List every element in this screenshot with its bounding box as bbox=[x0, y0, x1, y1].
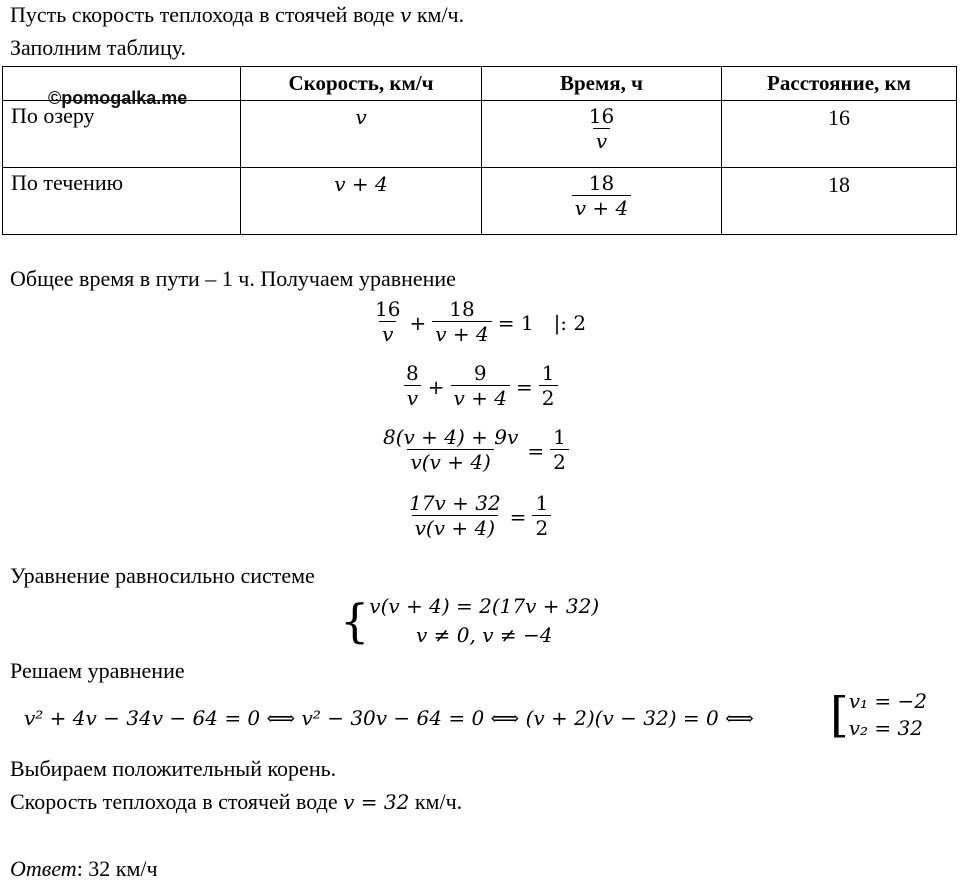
left-bracket: [ bbox=[830, 687, 849, 743]
var-v: v bbox=[400, 3, 412, 27]
speed-cell: v bbox=[241, 101, 482, 168]
choose-text: Выбираем положительный корень. bbox=[10, 756, 337, 781]
equation-system bbox=[340, 592, 599, 650]
time-fraction: $\frac{16}{v}$ bbox=[588, 104, 615, 153]
table-header-cell: Расстояние, км bbox=[722, 67, 957, 101]
roots-set bbox=[830, 688, 927, 742]
distance-cell: 18 bbox=[722, 168, 957, 235]
row-label: По течению bbox=[3, 168, 241, 235]
watermark: ©pomogalka.me bbox=[48, 88, 188, 108]
answer-value: : 32 км/ч bbox=[76, 856, 158, 881]
time-cell bbox=[482, 168, 722, 235]
left-brace: { bbox=[340, 594, 370, 648]
equation-4: $\frac{17v + 32}{v(v + 4)}$ = $\frac{1}{2}$ bbox=[406, 492, 551, 541]
speed-cell: v + 4 bbox=[241, 168, 482, 235]
answer-label: Ответ bbox=[10, 856, 77, 881]
solve-text: Решаем уравнение bbox=[10, 658, 185, 683]
equation-2: $\frac{8}{v}$ + $\frac{9}{v + 4}$ = $\frac{1}{2}$ bbox=[403, 362, 558, 411]
row-label: По озеру bbox=[3, 101, 241, 168]
system-text: Уравнение равносильно системе bbox=[10, 563, 315, 588]
system-line: v ≠ 0, v ≠ −4 bbox=[415, 623, 553, 647]
solve-line: v² + 4v − 34v − 64 = 0 ⟺ v² − 30v − 64 = 0 ⟺ (v + 2)(v − 32) = 0 ⟺ bbox=[24, 706, 754, 730]
table-row bbox=[3, 168, 957, 235]
answer bbox=[10, 856, 158, 882]
table-header-cell: Скорость, км/ч bbox=[241, 67, 482, 101]
total-time-text: Общее время в пути – 1 ч. Получаем уравнение bbox=[10, 266, 456, 291]
system-line: v(v + 4) = 2(17v + 32) bbox=[369, 594, 600, 618]
time-cell bbox=[482, 101, 722, 168]
intro-line-2: Заполним таблицу. bbox=[10, 35, 187, 60]
distance-cell: 16 bbox=[722, 101, 957, 168]
time-fraction: $\frac{18}{v + 4}$ bbox=[572, 172, 632, 221]
root-1: v₁ = −2 bbox=[848, 689, 928, 713]
speed-result: Скорость теплохода в стоячей воде v = 32 км/ч. bbox=[10, 789, 463, 814]
table-header-cell: Время, ч bbox=[482, 67, 722, 101]
intro-line-1: Пусть скорость теплохода в стоячей воде v км/ч. bbox=[10, 2, 465, 27]
equation-3: $\frac{8(v + 4) + 9v}{v(v + 4)}$ = $\frac{1}{2}$ bbox=[380, 426, 569, 475]
table-row bbox=[3, 101, 957, 168]
equation-1: $\frac{16}{v}$ + $\frac{18}{v + 4}$ = 1 |: 2 bbox=[375, 297, 587, 346]
root-2: v₂ = 32 bbox=[848, 716, 923, 740]
